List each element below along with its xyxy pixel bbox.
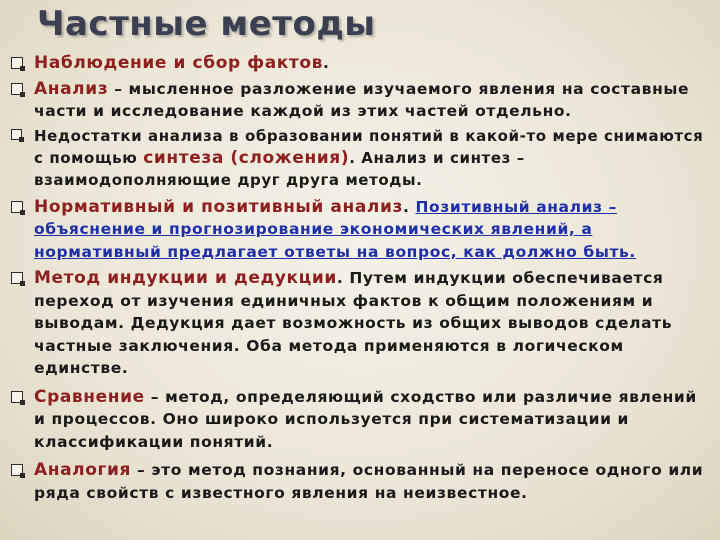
checkbox-bullet-icon xyxy=(11,57,23,69)
list-item-comparison xyxy=(10,386,710,454)
checkbox-bullet-icon xyxy=(11,201,23,213)
list-item-observation xyxy=(10,52,710,75)
item-heading: Нормативный и позитивный анализ xyxy=(34,196,403,217)
item-text: . Анализ и синтез – взаимодополняющие друг друга методы. xyxy=(34,148,525,189)
item-heading: синтеза (сложения) xyxy=(143,147,350,168)
list-item-analogy xyxy=(10,459,710,504)
item-heading: Анализ xyxy=(34,78,109,99)
checkbox-bullet-icon xyxy=(11,83,23,95)
checkbox-bullet-icon xyxy=(11,464,23,476)
item-text: – это метод познания, основанный на переносе одного или ряда свойств с известного явления на неизвестное. xyxy=(34,461,704,502)
checkbox-bullet-icon xyxy=(11,272,23,284)
item-text: . xyxy=(402,197,416,216)
list-item-analysis xyxy=(10,78,710,123)
item-heading: Метод индукции и дедукции xyxy=(34,268,337,288)
list-item-induction xyxy=(10,267,710,380)
item-heading: Аналогия xyxy=(34,460,132,480)
positive-analysis-link[interactable]: Позитивный анализ – объяснение и прогнозирование экономических явлений, а нормативный предлагает ответы на вопрос, как должно быть. xyxy=(34,197,636,261)
item-heading: Сравнение xyxy=(34,386,145,407)
item-text: . xyxy=(323,54,330,72)
slide-title: Частные методы xyxy=(37,4,376,44)
item-heading: Наблюдение и сбор фактов xyxy=(34,53,324,73)
list-item-normative xyxy=(10,196,710,264)
checkbox-bullet-icon xyxy=(11,391,23,403)
list-item-synthesis xyxy=(10,125,710,191)
item-text: . Путем индукции обеспечивается переход от изучения единичных фактов к общим положениям и выводам. Дедукция дает возможность из общих выводов сделать частные заключения. Оба метода применяются в логическом единстве. xyxy=(34,269,673,377)
item-text-pre: Недостатки анализа в образовании понятий в какой-то мере снимаются с помощью xyxy=(34,126,704,167)
checkbox-bullet-icon xyxy=(11,129,22,140)
item-text: – мысленное разложение изучаемого явления на составные части и исследование каждой из этих частей отдельно. xyxy=(34,79,690,120)
methods-list xyxy=(10,52,710,504)
item-text: – метод, определяющий сходство или различие явлений и процессов. Оно широко используется при систематизации и классификации понятий. xyxy=(34,387,697,451)
